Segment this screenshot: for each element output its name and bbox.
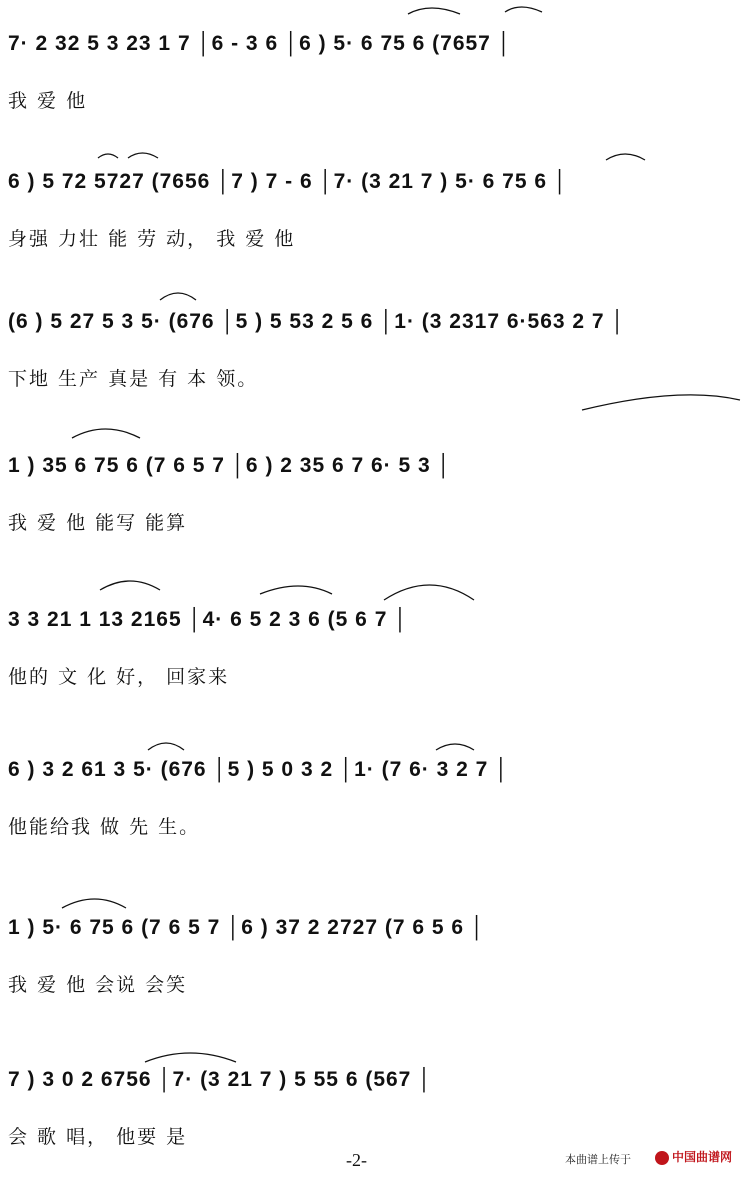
score-system-2 [0, 152, 750, 292]
lyric-line: 他能给我 做 先 生。 [8, 816, 201, 838]
score-system-5 [0, 590, 750, 730]
score-system-3 [0, 292, 750, 432]
score-system-7 [0, 898, 750, 1038]
notation-line: (6 ) 5 27 5 3 5· (676 │5 ) 5 53 2 5 6 │1· (3 2317 6·563 2 7 │ [8, 310, 626, 333]
lyric-line: 会 歌 唱， 他要 是 [8, 1126, 188, 1148]
lyric-line: 我 爱 他 能写 能算 [8, 512, 188, 534]
notation-line: 7 ) 3 0 2 6756 │7· (3 21 7 ) 5 55 6 (567 │ [8, 1068, 433, 1091]
notation-line: 1 ) 35 6 75 6 (7 6 5 7 │6 ) 2 35 6 7 6· 5 3 │ [8, 454, 452, 477]
notation-line: 3 3 21 1 13 2165 │4· 6 5 2 3 6 (5 6 7 │ [8, 608, 409, 631]
notation-line: 1 ) 5· 6 75 6 (7 6 5 7 │6 ) 37 2 2727 (7 6 5 6 │ [8, 916, 486, 939]
score-system-8 [0, 1050, 750, 1190]
score-system-6 [0, 740, 750, 880]
upload-credit: 本曲谱上传于 [565, 1153, 631, 1166]
logo-text: 中国曲谱网 [672, 1150, 733, 1164]
score-system-4 [0, 436, 750, 576]
lyric-line: 他的 文 化 好， 回家来 [8, 666, 230, 688]
lyric-line: 我 爱 他 会说 会笑 [8, 974, 188, 996]
notation-line: 6 ) 3 2 61 3 5· (676 │5 ) 5 0 3 2 │1· (7 6· 3 2 7 │ [8, 758, 510, 781]
page-number: -2- [346, 1150, 367, 1170]
logo-icon [655, 1151, 669, 1165]
lyric-line: 身强 力壮 能 劳 动， 我 爱 他 [8, 228, 296, 250]
notation-line: 6 ) 5 72 5727 (7656 │7 ) 7 - 6 │7· (3 21 7 ) 5· 6 75 6 │ [8, 170, 568, 193]
notation-line: 7· 2 32 5 3 23 1 7 │6 - 3 6 │6 ) 5· 6 75 6 (7657 │ [8, 32, 512, 55]
score-system-1 [0, 14, 750, 154]
lyric-line: 我 爱 他 [8, 90, 88, 112]
site-logo [655, 1148, 732, 1165]
lyric-line: 下地 生产 真是 有 本 领。 [8, 368, 259, 390]
